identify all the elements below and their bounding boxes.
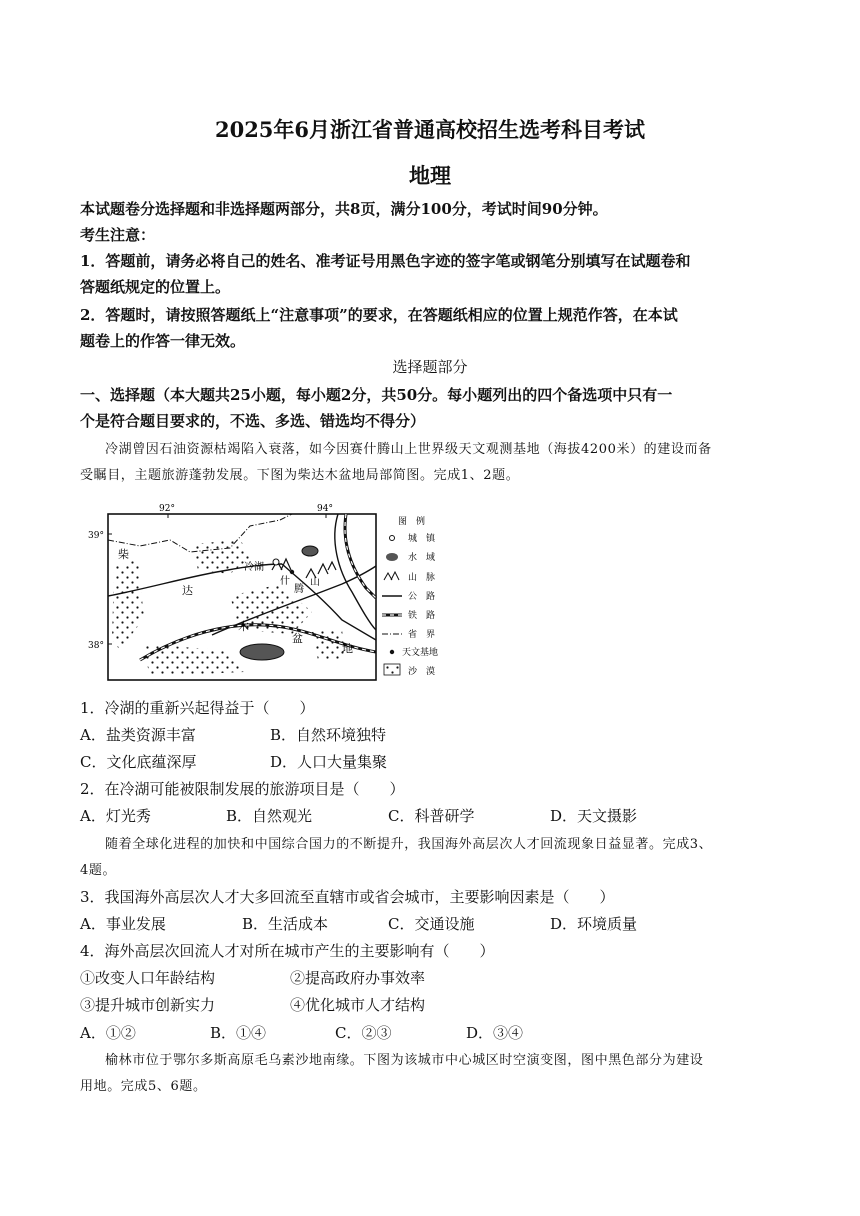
mountain-char: 什 (280, 576, 290, 587)
mountain-char: 腾 (294, 584, 304, 595)
qaidam-basin-map (80, 500, 452, 686)
basin-char: 木 (238, 620, 249, 633)
lat-39-label: 39° (88, 531, 104, 541)
lenghu-label: 冷湖 (244, 562, 264, 573)
lake (240, 644, 284, 660)
basin-char: 柴 (118, 548, 129, 561)
q4-item: ④优化城市人才结构 (290, 996, 426, 1014)
legend-observatory-symbol (390, 650, 394, 654)
q4-item: ②提高政府办事效率 (290, 969, 426, 987)
passage3-b: 用地。完成5、6题。 (80, 1079, 207, 1094)
q2-option-b: B．自然观光 (226, 807, 313, 825)
q3-option-c: C．交通设施 (388, 915, 475, 933)
q1-option-d: D．人口大量集聚 (270, 753, 388, 771)
exam-title: 2025年6月浙江省普通高校招生选考科目考试 (214, 117, 646, 142)
legend-label: 省 界 (408, 630, 436, 640)
passage1-a: 冷湖曾因石油资源枯竭陷入衰落，如今因赛什腾山上世界级天文观测基地（海拔4200米）的建设而备 (105, 442, 712, 457)
lon-94-label: 94° (317, 504, 333, 514)
town-lenghu (273, 559, 279, 565)
lat-38-label: 38° (88, 641, 104, 651)
notice-1a: 1．答题前，请务必将自己的姓名、准考证号用黑色字迹的签字笔或钢笔分别填写在试题卷和 (80, 252, 691, 270)
q4-stem: 4．海外高层次回流人才对所在城市产生的主要影响有（ ） (80, 942, 495, 960)
section-heading-b: 个是符合题目要求的，不选、多选、错选均不得分） (80, 412, 426, 430)
legend-label: 公 路 (408, 592, 436, 602)
basin-char: 达 (182, 584, 193, 597)
notice-1b: 答题纸规定的位置上。 (80, 278, 231, 296)
legend-water-symbol (386, 553, 398, 561)
lon-92-label: 92° (159, 504, 175, 514)
q4-item: ③提升城市创新实力 (80, 996, 216, 1014)
passage2-b: 4题。 (80, 863, 117, 878)
notice-2a: 2．答题时，请按照答题纸上“注意事项”的要求，在答题纸相应的位置上规范作答，在本试 (80, 306, 678, 324)
section-title: 选择题部分 (392, 358, 468, 376)
intro-line: 本试题卷分选择题和非选择题两部分，共8页，满分100分，考试时间90分钟。 (80, 200, 608, 218)
lake (302, 546, 318, 556)
legend-label: 铁 路 (408, 611, 436, 621)
section-heading-a: 一、选择题（本大题共25小题，每小题2分，共50分。每小题列出的四个备选项中只有一 (80, 386, 673, 404)
q4-option-b: B．①④ (210, 1024, 267, 1042)
q1-option-b: B．自然环境独特 (270, 726, 387, 744)
passage1-b: 受瞩目，主题旅游蓬勃发展。下图为柴达木盆地局部简图。完成1、2题。 (80, 468, 520, 483)
legend-label: 沙 漠 (408, 667, 436, 677)
mountain-char: 山 (310, 577, 320, 588)
legend-desert-symbol (384, 664, 400, 675)
q1-option-c: C．文化底蕴深厚 (80, 753, 197, 771)
q2-option-d: D．天文摄影 (550, 807, 638, 825)
q4-option-a: A．①② (80, 1024, 136, 1042)
q2-stem: 2．在冷湖可能被限制发展的旅游项目是（ ） (80, 780, 405, 798)
q2-option-c: C．科普研学 (388, 807, 475, 825)
passage2-a: 随着全球化进程的加快和中国综合国力的不断提升，我国海外高层次人才回流现象日益显著。完成3、 (105, 837, 713, 852)
q3-option-d: D．环境质量 (550, 915, 638, 933)
q4-item: ①改变人口年龄结构 (80, 969, 216, 987)
legend-town-symbol (390, 536, 395, 541)
observatory-marker (290, 570, 294, 574)
legend-label: 城 镇 (408, 534, 436, 544)
map-legend (382, 515, 438, 677)
q3-stem: 3．我国海外高层次人才大多回流至直辖市或省会城市，主要影响因素是（ ） (80, 888, 615, 906)
legend-label: 山 脉 (408, 573, 436, 583)
q1-option-a: A．盐类资源丰富 (80, 726, 196, 744)
basin-char: 地 (342, 642, 353, 655)
q3-option-a: A．事业发展 (80, 915, 166, 933)
legend-label: 水 域 (408, 553, 436, 563)
notice-2b: 题卷上的作答一律无效。 (80, 332, 246, 350)
q4-option-d: D．③④ (466, 1024, 524, 1042)
basin-char: 盆 (292, 632, 303, 645)
q1-stem: 1．冷湖的重新兴起得益于（ ） (80, 699, 315, 717)
legend-mountain-symbol (384, 572, 399, 580)
passage3-a: 榆林市位于鄂尔多斯高原毛乌素沙地南缘。下图为该城市中心城区时空演变图，图中黑色部分为建设 (105, 1053, 704, 1068)
legend-title: 图 例 (398, 517, 426, 527)
q4-option-c: C．②③ (335, 1024, 392, 1042)
q2-option-a: A．灯光秀 (80, 807, 151, 825)
notice-title: 考生注意： (80, 226, 156, 244)
legend-label: 天文基地 (402, 648, 439, 658)
q3-option-b: B．生活成本 (242, 915, 329, 933)
subject-title: 地理 (409, 163, 451, 188)
